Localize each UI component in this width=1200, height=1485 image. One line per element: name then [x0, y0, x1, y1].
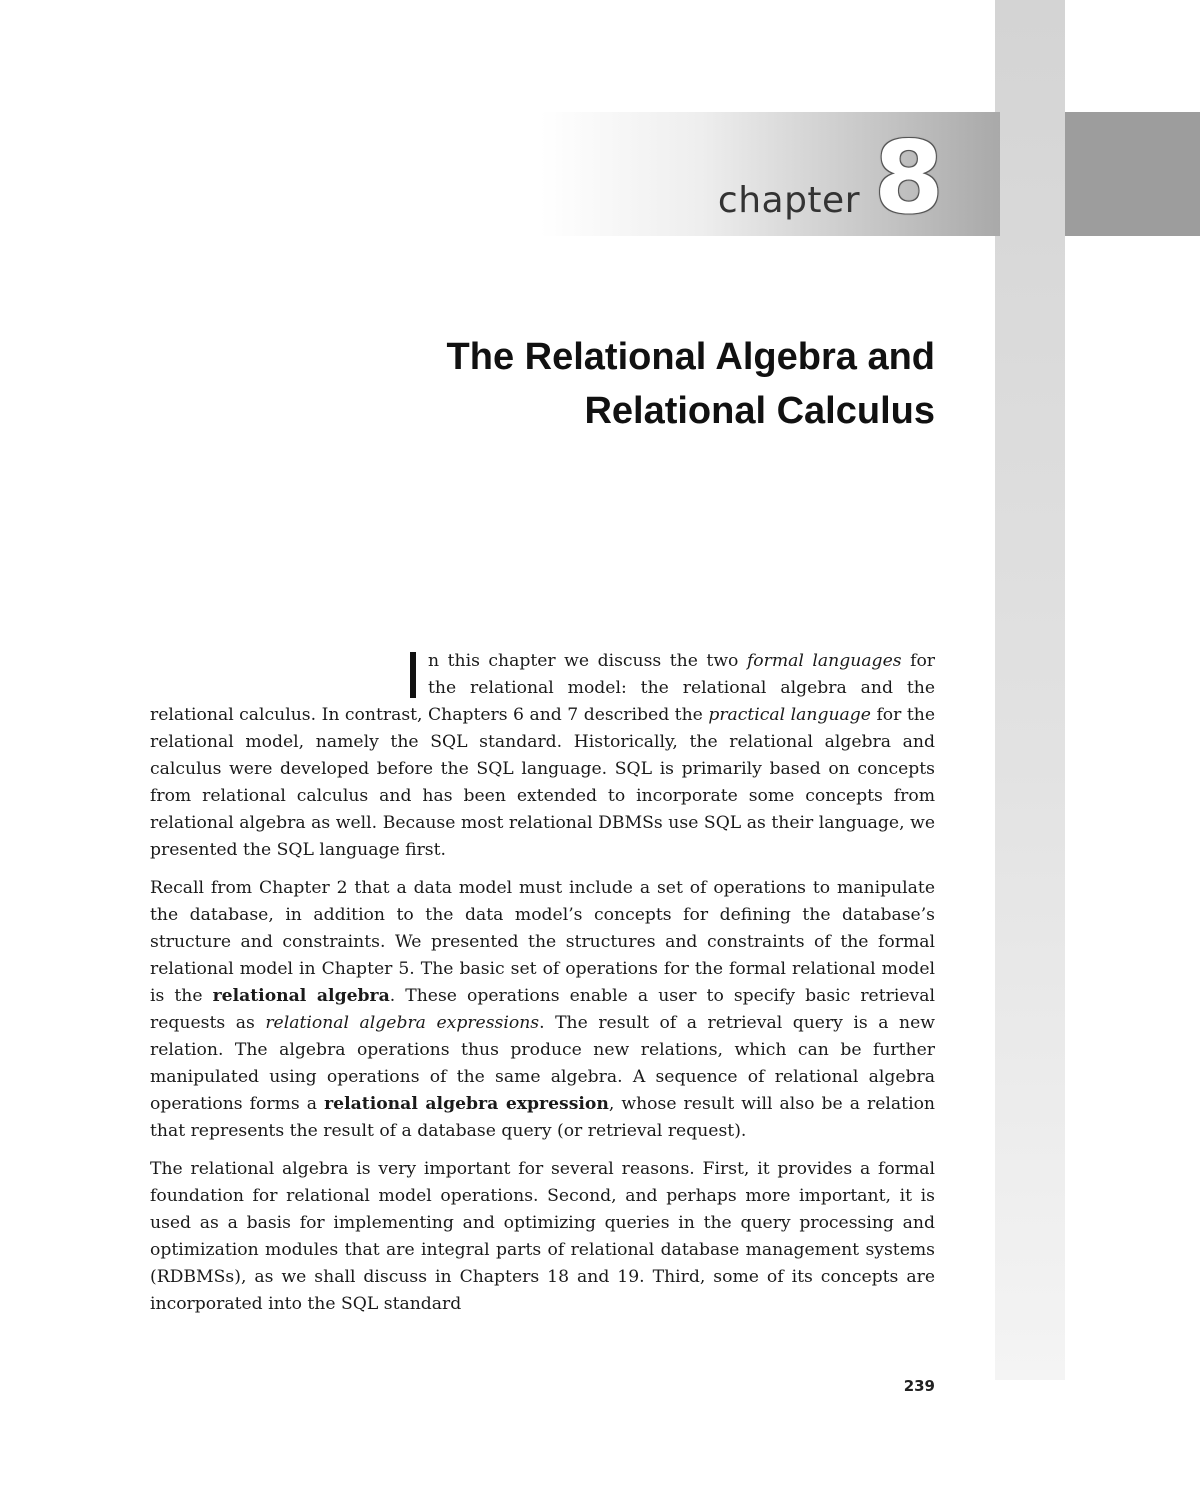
text-run: for the relational model, namely the SQL standard. Historically, the relational algebra and calculus were developed before the SQL language. SQL is primarily based on concepts from relational calculus and has been extended to incorporate some concepts from relational algebra as well. Because most relational DBMSs use SQL as their language, we presented the SQL language first.: [150, 705, 936, 860]
chapter-title: [235, 330, 935, 438]
text-run: . The result of a retrieval query is a new relation. The algebra operations thus produce new relations, which can be further manipulated using operations of the same algebra. A sequence of relational algebra operations forms a: [150, 1013, 935, 1114]
text-run: n this chapter we discuss the two: [428, 651, 747, 671]
italic-term: relational algebra expressions: [265, 1013, 540, 1033]
italic-term: formal languages: [746, 651, 902, 671]
text-run: . These operations enable a user to specify basic retrieval requests as: [150, 986, 935, 1033]
chapter-title-line-1: The Relational Algebra and: [446, 336, 935, 378]
paragraph-1: [150, 648, 935, 864]
text-run: , whose result will also be a relation that represents the result of a database query (or retrieval request).: [150, 1094, 935, 1141]
italic-term: practical language: [708, 705, 871, 725]
paragraph-3: [150, 1156, 935, 1318]
text-run: Recall from Chapter 2 that a data model must include a set of operations to manipulate the database, in addition to the data model’s concepts for defining the database’s structure and constraints. We presented the structures and constraints of the formal relational model in Chapter 5. The basic set of operations for the formal relational model is the: [150, 878, 935, 1006]
chapter-label: chapter: [717, 180, 860, 221]
page-number: 239: [903, 1377, 935, 1395]
text-run: for the relational model: the relational algebra and the relational calculus. In contrast, Chapters 6 and 7 described the: [150, 651, 936, 725]
paragraph-2: [150, 875, 935, 1145]
chapter-header-band-edge: [1065, 112, 1200, 236]
chapter-number: 8: [874, 119, 944, 236]
bold-term: relational algebra expression: [324, 1094, 609, 1114]
margin-gray-strip: [995, 0, 1065, 1380]
text-run: The relational algebra is very important for several reasons. First, it provides a formal foundation for relational model operations. Second, and perhaps more important, it is used as a basis for implementing and optimizing queries in the query processing and optimization modules that are integral parts of relational database management systems (RDBMSs), as we shall discuss in Chapters 18 and 19. Third, some of its concepts are incorporated into the SQL standard: [150, 1159, 935, 1314]
drop-cap: [410, 652, 416, 698]
bold-term: relational algebra: [212, 986, 390, 1006]
chapter-title-line-2: Relational Calculus: [584, 390, 935, 432]
body-text: [150, 648, 935, 1329]
